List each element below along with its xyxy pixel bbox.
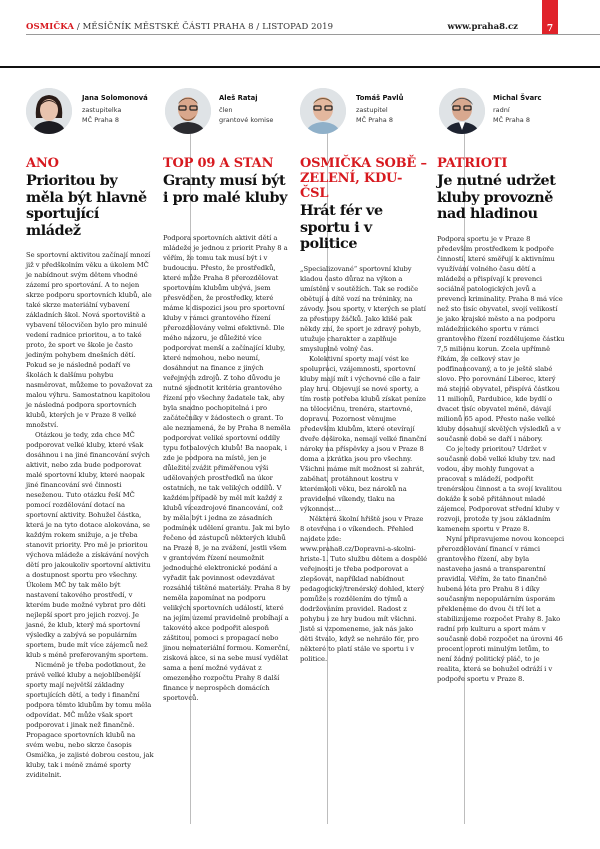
author-name: Michal Švarc [493, 94, 542, 102]
paragraph: Nyní připravujeme novou koncepci přerozdělování financí v rámci grantového řízení, aby byla nastavena jasná a transparentní pravidla. Věřím, že tato finančně hubená léta pro Prahu 8 i díky současným nepopulárním úsporám překleneme do dvou či tří let a stabilizujeme rozpočet Prahy 8. Jako radní pro kulturu a sport mám v současné době rozpočet na úrovni 46 procent oproti minulým letům, to není žádný politický pláč, to je realita, která se bohužel odráží i v podpoře sportu v Praze 8. [437, 534, 565, 683]
author-photo [439, 88, 485, 134]
website-link[interactable]: www.praha8.cz [447, 22, 518, 32]
author-role-line: člen [219, 106, 233, 114]
opinion-columns [26, 84, 600, 826]
paragraph: Podpora sportovních aktivit dětí a mládeže je jednou z priorit Prahy 8 a věřím, že tomu tak musí být i v budoucnu. Přesto, že prostředků, které může Praha 8 přerozdělovat sportovním klubům ubývá, jsem přesvědčen, že prostředky, které máme k dispozici jsou pro sportovní kluby v rámci grantového řízení přerozdělovány velmi efektivně. Dle mého názoru, je důležité více podporovat menší a začínající kluby, které nemohou, nebo neumí, dosáhnout na finance z jiných veřejných zdrojů. Z toho důvodu je nutné sjednotit kritéria grantového řízení pro všechny žadatele tak, aby byla snadno pochopitelná i pro začátečníky v žádostech o grant. To ale neznamená, že by Praha 8 neměla podporovat veliké sportovní oddíly typu fotbalových klubů! Ba naopak, i zde je podpora na místě, jen je důležité zvážit přiměřenou výši udělovaných prostředků na úkor ostatních, ne tak velikých oddílů. V každém případě by měl mít každý z klubů vícezdrojové financování, což by měla být i jedna ze zásadních podmínek udělení grantu. Jak mi bylo řečeno od zástupců některých klubů na Praze 8, je na zvážení, jestli všem v grantovém řízení neumožnit jednoduché elektronické podání a vyřadit tak povinnost odevzdávat rozsáhlé tištěné materiály. Praha 8 by neměla zapomínat na podporu velikých sportovních událostí, které na jejím území pravidelně probíhají a takovéto akce podpořit alespoň záštitou, pomoci s propagací nebo jinou nemateriální formou. Komerční, zisková akce, si na sebe musí vydělat sama a není možné vydávat z omezeného rozpočtu Prahy 8 další finance v neprospěch domácích sportovců. [163, 234, 291, 702]
portrait-man-glasses-icon [165, 88, 211, 134]
party-label: PATRIOTI [437, 156, 508, 171]
article-headline: Granty musí být i pro malé kluby [163, 173, 287, 206]
paragraph: „Specializované“ sportovní kluby kladou často důraz na výkon a umístění v soutěžích. Tak se rodiče obětují a dítě vozí na tréninky, na závody. Jsou sporty, v kterých se platí za přestupy žáčků. Jako klišé pak někdy zní, že sport je zdravý pohyb, utužuje charakter a zaplňuje smysluplně volný čas. [300, 264, 426, 353]
author-block [26, 84, 154, 150]
article-headline: Prioritou by měla být hlavně sportující mládež [26, 173, 147, 239]
paragraph: Podpora sportu je v Praze 8 především prostředkem k podpoře činností, které směřují k aktivnímu využívání volného času dětí a mládeže a přispívají k prevenci sociálně patologických jevů a prevenci kriminality. Praha 8 má více než sto tisíc obyvatel, svojí velikostí je jako krajské město a na podporu mládežnického sportu v rámci grantového řízení rozdělujeme částku 7,5 milionu korun. Zcela upřímně říkám, že celkový stav je podfinancovaný, a to je ještě slabé slovo. Pro porovnání Liberec, který má stejně obyvatel, přispívá částkou 11 milionů, Pardubice, kde bydlí o dvacet tisíc obyvatel méně, dávají milionů 65 apod. Přesto naše velké kluby dosahují skvělých výsledků a v současné době se daří i nábory. [437, 234, 565, 443]
article-osmicka-sobe [300, 84, 428, 826]
author-role [219, 105, 273, 125]
author-name: Tomáš Pavlů [356, 94, 404, 102]
author-role-line: MČ Praha 8 [82, 116, 119, 124]
portrait-man-glasses-icon [439, 88, 485, 134]
header-divider [26, 34, 600, 35]
article-body [300, 264, 428, 664]
article-body [26, 250, 154, 780]
article-top09-stan [163, 84, 291, 826]
paragraph: Kolektivní sporty mají vést ke spolupráci, vzájemnosti, sportovní kluby mají mít i výchovné cíle a fair play hru. Objevují se nové sporty, a tím roste potřeba klubů získat peníze na tělocvičnu, trenéra, startovné, dopravu. Pozornost věnujme především klubům, které otevírají dveře doširoka, nemají velké finanční nároky na příspěvky a jsou v Praze 8 doma a zkrátka jsou pro všechny. Všichni máme mít možnost si zahrát, zaběhat, protáhnout kostru v kterémkoli věku, bez nároků na pravidelné víkendy, tlaku na výkonnost… [300, 354, 427, 513]
publication-line [26, 22, 333, 32]
party-label: OSMIČKA SOBĚ – ZELENÍ, KDU-ČSL [300, 156, 427, 201]
article-headline: Je nutné udržet kluby provozně nad hladinou [437, 173, 556, 222]
paragraph: Otázkou je tedy, zda chce MČ podporovat velké kluby, které však dosáhnou i na jiné financování svých aktivit, nebo zda bude podporovat malé sportovní kluby, které naopak jiné financování své činnosti neseženou. Tuto otázku řeší MČ pomocí rozdělování dotací na sportovní aktivity. Bohužel částka, která je na tyto dotace alokována, se každým rokem snižuje, a je třeba stanovit priority. Pro mě je prioritou výchova mládeže a získávání nových dětí pro jakoukoliv sportovní aktivitu a dostupnost sportu pro všechny. Úkolem MČ by tak mělo být nastavení takového prostředí, v kterém bude možné vybrat pro děti nejlepší sport pro jejich rozvoj. Je jasné, že klub, který má sportovní výsledky a zabývá se populárním sportem, bude mít více zájemců než klub s méně preferovaným sportem. [26, 431, 151, 659]
portrait-woman-icon [26, 88, 72, 134]
party-label: ANO [26, 156, 59, 171]
author-role [356, 105, 393, 125]
author-name: Aleš Rataj [219, 94, 258, 102]
paragraph: Některá školní hřiště jsou v Praze 8 otevřena i o víkendech. Přehled najdete zde: www.praha8.cz/Dopravni-a-skolni-hriste-1. Tuto službu dětem a dospělé veřejnosti je třeba podporovat a zlepšovat, například nabídnout pedagogický/trenérský dohled, který pomůže s rozdělením do týmů a dodržováním pravidel. Radost z pohybu i ze hry budou mít všichni. Jistě si vzpomeneme, jak nás jako děti štvalo, když se nehrálo fér, pro některé to platí stále ve sportu i v politice. [300, 514, 428, 663]
publication-subtitle: / MĚSÍČNÍK MĚSTSKÉ ČÁSTI PRAHA 8 / LISTOPAD 2019 [74, 22, 334, 32]
portrait-man-glasses-icon [300, 88, 346, 134]
author-block [300, 84, 428, 150]
article-patrioti [437, 84, 565, 826]
author-block [163, 84, 291, 150]
article-headline: Hrát fér ve sportu i v politice [300, 203, 383, 252]
author-photo [26, 88, 72, 134]
party-label: TOP 09 A STAN [163, 156, 274, 171]
publication-brand: OSMIČKA [26, 22, 75, 32]
author-role-line: MČ Praha 8 [356, 116, 393, 124]
author-role-line: grantové komise [219, 116, 274, 124]
page-number-badge: 7 [542, 0, 558, 34]
paragraph: Co je tedy prioritou? Udržet v současné době velké kluby tzv. nad vodou, aby mohly fungovat a pracovat s mládeží, podpořit trenérskou činnost a ta svojí kvalitou dokáže k sobě přitáhnout mladé zájemce. Podporovat střední kluby v rozvoji, protože ty jsou základním kamenem sportu v Praze 8. [437, 444, 562, 533]
section-top-rule [0, 66, 600, 68]
author-role-line: zastupitelka [82, 106, 122, 114]
author-block [437, 84, 565, 150]
paragraph: Nicméně je třeba podotknout, že právě velké kluby a nejoblíbenější sporty mají největší základny sportujících dětí, a tedy i finanční podpora těmto klubům by tomu měla odpovídat. MČ může však sport podporovat i jinak než finančně. Propagace sportovních klubů na svém webu, nebo skrze časopis Osmička, je zajisté dobrou cestou, jak kluby, tak i méně známé sporty zviditelnit. [26, 661, 154, 779]
author-name: Jana Solomonová [82, 94, 148, 102]
author-role-line: radní [493, 106, 510, 114]
article-body [163, 233, 291, 703]
author-role-line: MČ Praha 8 [493, 116, 530, 124]
author-role [493, 105, 530, 125]
author-photo [165, 88, 211, 134]
author-role [82, 105, 121, 125]
author-photo [300, 88, 346, 134]
paragraph: Se sportovní aktivitou začínají mnozí již v předškolním věku a úkolem MČ je nabídnout svým dětem vhodné zázemí pro sportování. A to nejen skrze podporu sportovních klubů, ale také skrze materiální vybavení základních škol. Nová sportoviště a vybavení tělocvičen bylo pro minulé vedení radnice prioritou, a to také proto, že sport ve škole je často jediným pohybem dnešních dětí. Pokud se je následně podaří ve školách k dalšímu pohybu nasměrovat, můžeme to považovat za malou výhru. Samostatnou kapitolou je následná podpora sportovních klubů, kterých je v Praze 8 velké množství. [26, 251, 153, 429]
article-body [437, 234, 565, 684]
author-role-line: zastupitel [356, 106, 388, 114]
article-ano [26, 84, 154, 826]
